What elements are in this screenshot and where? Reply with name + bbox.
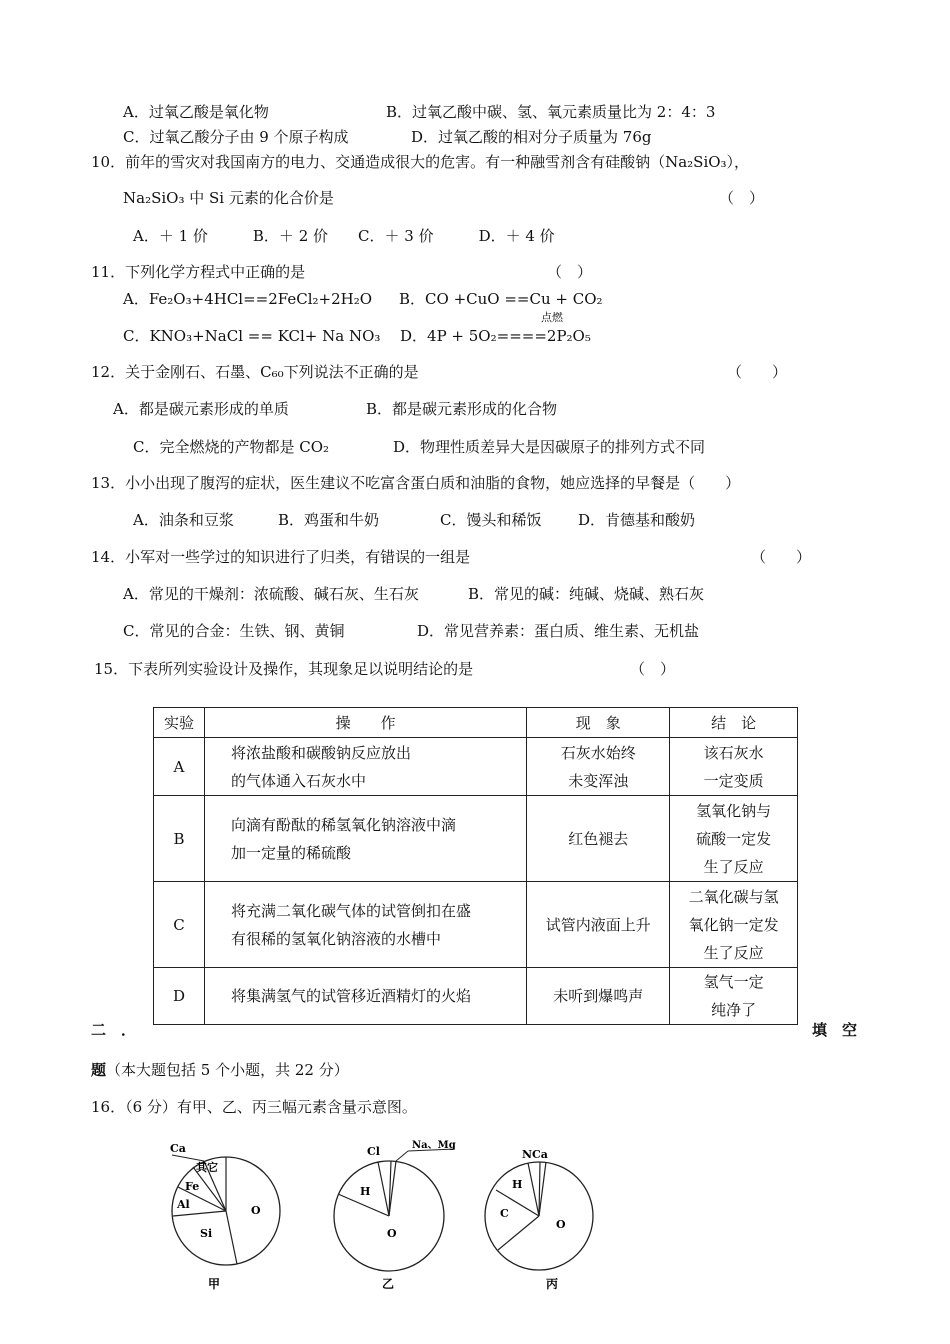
operation-cell: 将充满二氧化碳气体的试管倒扣在盛 有很稀的氢氧化钠溶液的水槽中 <box>204 882 526 968</box>
phenomenon-cell: 红色褪去 <box>527 796 670 882</box>
q12-option-b: B．都是碳元素形成的化合物 <box>366 400 558 418</box>
q11-reaction-condition: 点燃 <box>541 311 563 324</box>
q12-option-c: C．完全燃烧的产物都是 CO₂ <box>133 438 330 456</box>
table-row <box>154 738 798 796</box>
conclusion-cell: 氢气一定 纯净了 <box>670 968 798 1025</box>
pie-label-si: Si <box>200 1227 213 1240</box>
q14-option-a: A．常见的干燥剂：浓硫酸、碱石灰、生石灰 <box>123 585 419 603</box>
pie-label-h: H <box>360 1185 371 1198</box>
q12-option-a: A．都是碳元素形成的单质 <box>113 400 289 418</box>
pie-chart-bing <box>476 1138 606 1300</box>
q14-stem: 14．小军对一些学过的知识进行了归类，有错误的一组是 <box>91 548 471 566</box>
q10-options: A．＋ 1 价 B．＋ 2 价 C．＋ 3 价 D．＋ 4 价 <box>133 227 555 245</box>
operation-cell: 向滴有酚酞的稀氢氧化钠溶液中滴 加一定量的稀硫酸 <box>204 796 526 882</box>
conclusion-cell: 该石灰水 一定变质 <box>670 738 798 796</box>
q15-answer-bracket: （ ） <box>630 660 676 678</box>
q11-option-a: A．Fe₂O₃+4HCl==2FeCl₂+2H₂O <box>123 290 373 308</box>
q10-answer-bracket: （ ） <box>719 189 765 207</box>
pie-caption-yi: 乙 <box>382 1277 395 1291</box>
table-row <box>154 796 798 882</box>
header-experiment: 实验 <box>154 708 205 738</box>
header-operation: 操 作 <box>204 708 526 738</box>
pie-label-o: O <box>251 1204 261 1217</box>
operation-cell: 将浓盐酸和碳酸钠反应放出 的气体通入石灰水中 <box>204 738 526 796</box>
table-row <box>154 882 798 968</box>
q11-stem: 11．下列化学方程式中正确的是 <box>91 263 306 281</box>
q13-option-b: B．鸡蛋和牛奶 <box>278 511 380 529</box>
phenomenon-cell: 未听到爆鸣声 <box>527 968 670 1025</box>
q13-option-c: C．馒头和稀饭 <box>440 511 542 529</box>
pie-label-c: C <box>500 1207 509 1220</box>
phenomenon-cell: 石灰水始终 未变浑浊 <box>527 738 670 796</box>
pie-label-other: 其它 <box>196 1161 218 1174</box>
q9-option-a: A．过氧乙酸是氧化物 <box>123 103 269 121</box>
pie-label-o: O <box>556 1218 566 1231</box>
phenomenon-cell: 试管内液面上升 <box>527 882 670 968</box>
q13-option-d: D．肯德基和酸奶 <box>578 511 696 529</box>
pie-label-h: H <box>512 1178 523 1191</box>
header-conclusion: 结 论 <box>670 708 798 738</box>
section2-description: 题（本大题包括 5 个小题，共 22 分） <box>91 1061 349 1079</box>
q14-option-d: D．常见营养素：蛋白质、维生素、无机盐 <box>417 622 700 640</box>
q10-stem-line2: Na₂SiO₃ 中 Si 元素的化合价是 <box>123 189 334 207</box>
pie-label-fe: Fe <box>185 1180 200 1193</box>
q12-stem: 12．关于金刚石、石墨、C₆₀下列说法不正确的是 <box>91 363 419 381</box>
q11-option-b: B．CO +CuO ==Cu + CO₂ <box>399 290 603 308</box>
pie-caption-bing: 丙 <box>546 1277 559 1291</box>
conclusion-cell: 二氧化碳与氢 氧化钠一定发 生了反应 <box>670 882 798 968</box>
pie-label-nca: NCa <box>522 1148 548 1161</box>
experiment-table <box>153 707 798 1025</box>
q9-option-b: B．过氧乙酸中碳、氢、氧元素质量比为 2：4：3 <box>386 103 716 121</box>
q15-stem: 15．下表所列实验设计及操作，其现象足以说明结论的是 <box>94 660 474 678</box>
row-id: D <box>154 968 205 1025</box>
row-id: B <box>154 796 205 882</box>
section2-title-part: 填 空 <box>812 1021 858 1039</box>
pie-label-al: Al <box>177 1198 190 1211</box>
row-id: C <box>154 882 205 968</box>
operation-cell: 将集满氢气的试管移近酒精灯的火焰 <box>204 968 526 1025</box>
pie-chart-yi <box>320 1135 470 1300</box>
pie-label-ca: Ca <box>170 1142 186 1155</box>
q10-stem: 10．前年的雪灾对我国南方的电力、交通造成很大的危害。有一种融雪剂含有硅酸钠（Na₂SiO₃）， <box>91 153 750 171</box>
q12-option-d: D．物理性质差异大是因碳原子的排列方式不同 <box>393 438 706 456</box>
pie-label-cl: Cl <box>367 1145 380 1158</box>
q9-option-d: D．过氧乙酸的相对分子质量为 76g <box>411 128 652 146</box>
q11-option-c: C．KNO₃+NaCl == KCl+ Na NO₃ <box>123 327 381 345</box>
pie-label-o: O <box>387 1227 397 1240</box>
section2-number: 二 ． <box>91 1021 137 1039</box>
table-row <box>154 968 798 1025</box>
conclusion-cell: 氢氧化钠与 硫酸一定发 生了反应 <box>670 796 798 882</box>
q11-answer-bracket: （ ） <box>547 263 593 281</box>
q16-stem: 16．（6 分）有甲、乙、丙三幅元素含量示意图。 <box>91 1098 417 1116</box>
pie-caption-jia: 甲 <box>208 1277 221 1291</box>
q13-option-a: A．油条和豆浆 <box>133 511 234 529</box>
q11-option-d: D．4P + 5O₂====2P₂O₅ <box>400 327 591 345</box>
table-header-row <box>154 708 798 738</box>
q14-option-c: C．常见的合金：生铁、钢、黄铜 <box>123 622 345 640</box>
q14-answer-bracket: （ ） <box>751 548 812 566</box>
pie-chart-jia <box>160 1140 300 1300</box>
q13-stem: 13．小小出现了腹泻的症状，医生建议不吃富含蛋白质和油脂的食物，她应选择的早餐是（ ） <box>91 474 741 492</box>
header-phenomenon: 现 象 <box>527 708 670 738</box>
q9-option-c: C．过氧乙酸分子由 9 个原子构成 <box>123 128 349 146</box>
q12-answer-bracket: （ ） <box>727 363 788 381</box>
row-id: A <box>154 738 205 796</box>
q14-option-b: B．常见的碱：纯碱、烧碱、熟石灰 <box>468 585 705 603</box>
pie-label-na-mg: Na、Mg <box>412 1140 456 1151</box>
